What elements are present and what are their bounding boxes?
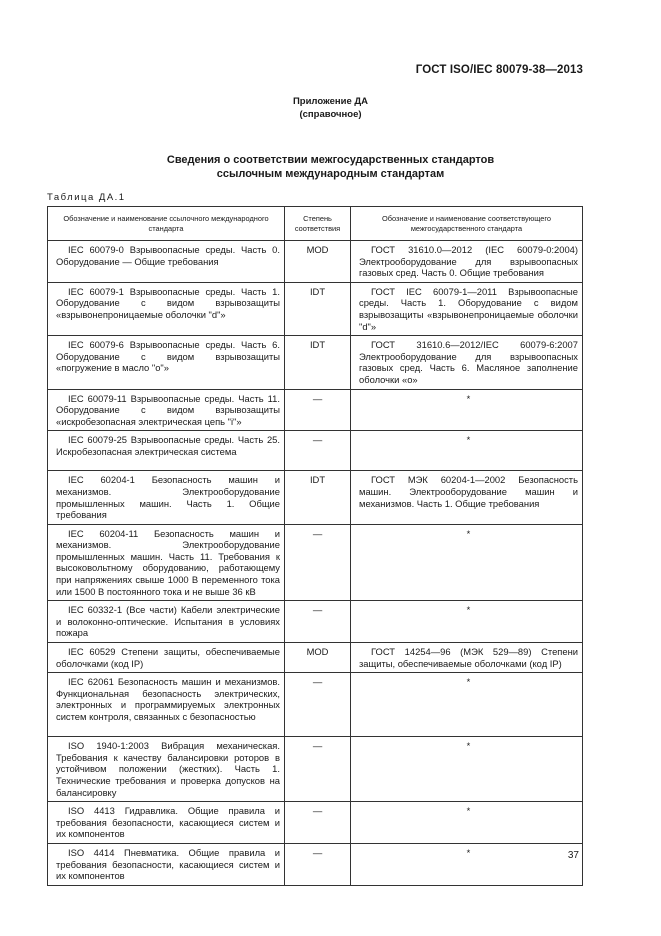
reference-standard-cell: ISO 4414 Пневматика. Общие правила и требования безопасности, касающиеся систем и их компонентов — [48, 843, 285, 885]
corresponding-standard-cell: ГОСТ 31610.6—2012/IEC 60079-6:2007 Электрооборудование для взрывоопасных газовых сред. Часть 6. Масляное заполнение оболочки «о» — [351, 336, 583, 389]
appendix-heading — [0, 95, 661, 121]
corresponding-standard-cell: * — [351, 802, 583, 844]
degree-cell: — — [285, 389, 351, 431]
reference-standard-cell: IEC 60079-1 Взрывоопасные среды. Часть 1. Оборудование с видом взрывозащиты «взрывонепроницаемые оболочки "d"» — [48, 282, 285, 335]
degree-cell: — — [285, 737, 351, 802]
corresponding-standard-cell: ГОСТ IEC 60079-1—2011 Взрывоопасные среды. Часть 1. Оборудование с видом взрывозащиты «взрывонепроницаемые оболочки "d"» — [351, 282, 583, 335]
corresponding-standard-cell: * — [351, 524, 583, 601]
header-reference-standard: Обозначение и наименование ссылочного международного стандарта — [48, 207, 285, 241]
reference-standard-cell: ISO 4413 Гидравлика. Общие правила и требования безопасности, касающиеся систем и их компонентов — [48, 802, 285, 844]
table-row — [48, 643, 583, 673]
degree-cell: — — [285, 802, 351, 844]
table-header-row — [48, 207, 583, 241]
table-row — [48, 601, 583, 643]
table-row — [48, 802, 583, 844]
reference-standard-cell: IEC 62061 Безопасность машин и механизмов. Функциональная безопасность электрических, электронных и программируемых электронных систем контроля, связанных с безопасностью — [48, 673, 285, 737]
corresponding-standard-cell: ГОСТ МЭК 60204-1—2002 Безопасность машин. Электрооборудование машин и механизмов. Часть 1. Общие требования — [351, 471, 583, 524]
reference-standard-cell: IEC 60204-1 Безопасность машин и механизмов. Электрооборудование промышленных машин. Часть 1. Общие требования — [48, 471, 285, 524]
page-number: 37 — [567, 850, 579, 861]
degree-cell: IDT — [285, 282, 351, 335]
section-title — [0, 153, 661, 181]
appendix-subtitle: (справочное) — [299, 109, 362, 120]
document-number: ГОСТ ISO/IEC 80079-38—2013 — [415, 64, 583, 76]
reference-standard-cell: IEC 60079-25 Взрывоопасные среды. Часть 25. Искробезопасная электрическая система — [48, 431, 285, 471]
table-row — [48, 241, 583, 283]
table-row — [48, 282, 583, 335]
standards-table — [47, 206, 583, 886]
reference-standard-cell: IEC 60332-1 (Все части) Кабели электрические и волоконно-оптические. Испытания в условиях пожара — [48, 601, 285, 643]
section-title-line-1: Сведения о соответствии межгосударственных стандартов — [166, 154, 495, 166]
table-row — [48, 471, 583, 524]
table-row — [48, 737, 583, 802]
degree-cell: — — [285, 524, 351, 601]
corresponding-standard-cell: ГОСТ 31610.0—2012 (IEC 60079-0:2004) Электрооборудование для взрывоопасных газовых сред. Часть 0. Общие требования — [351, 241, 583, 283]
table-body — [48, 241, 583, 886]
table-row — [48, 843, 583, 885]
corresponding-standard-cell: * — [351, 389, 583, 431]
degree-cell: MOD — [285, 241, 351, 283]
table-row — [48, 673, 583, 737]
corresponding-standard-cell: * — [351, 673, 583, 737]
corresponding-standard-cell: * — [351, 601, 583, 643]
degree-cell: IDT — [285, 336, 351, 389]
table-row — [48, 389, 583, 431]
degree-cell: IDT — [285, 471, 351, 524]
corresponding-standard-cell: ГОСТ 14254—96 (МЭК 529—89) Степени защиты, обеспечиваемые оболочками (код IP) — [351, 643, 583, 673]
degree-cell: — — [285, 843, 351, 885]
corresponding-standard-cell: * — [351, 843, 583, 885]
table-row — [48, 524, 583, 601]
degree-cell: — — [285, 673, 351, 737]
appendix-title: Приложение ДА — [292, 96, 369, 107]
reference-standard-cell: IEC 60204-11 Безопасность машин и механизмов. Электрооборудование промышленных машин. Часть 11. Требования к высоковольтному оборудованию, работающему при напряжениях свыше 1000 В переменного тока или 1500 В постоянного тока и не выше 36 кВ — [48, 524, 285, 601]
reference-standard-cell: IEC 60079-6 Взрывоопасные среды. Часть 6. Оборудование с видом взрывозащиты «погружение в масло "о"» — [48, 336, 285, 389]
degree-cell: — — [285, 601, 351, 643]
degree-cell: — — [285, 431, 351, 471]
table-label: Таблица ДА.1 — [47, 192, 126, 203]
reference-standard-cell: IEC 60079-0 Взрывоопасные среды. Часть 0. Оборудование — Общие требования — [48, 241, 285, 283]
table-row — [48, 431, 583, 471]
corresponding-standard-cell: * — [351, 431, 583, 471]
header-corresponding-standard: Обозначение и наименование соответствующего межгосударственного стандарта — [351, 207, 583, 241]
reference-standard-cell: IEC 60529 Степени защиты, обеспечиваемые оболочками (код IP) — [48, 643, 285, 673]
corresponding-standard-cell: * — [351, 737, 583, 802]
reference-standard-cell: IEC 60079-11 Взрывоопасные среды. Часть 11. Оборудование с видом взрывозащиты «искробезопасная электрическая цепь "i"» — [48, 389, 285, 431]
reference-standard-cell: ISO 1940-1:2003 Вибрация механическая. Требования к качеству балансировки роторов в устойчивом положении (жестких). Часть 1. Технические требования и проверка допусков на балансировку — [48, 737, 285, 802]
degree-cell: MOD — [285, 643, 351, 673]
section-title-line-2: ссылочным международным стандартам — [216, 168, 445, 180]
table-row — [48, 336, 583, 389]
header-degree: Степень соответствия — [285, 207, 351, 241]
